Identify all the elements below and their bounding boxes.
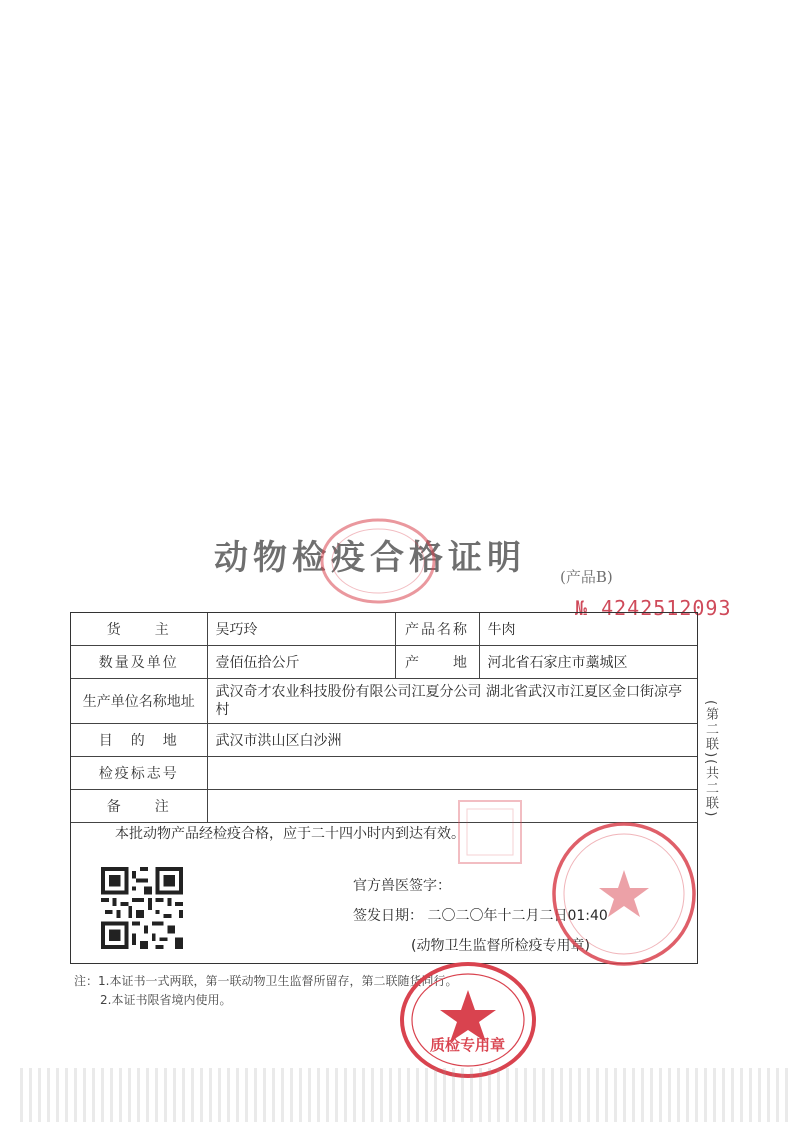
remarks-label: 备 注	[71, 790, 207, 823]
producer-label: 生产单位名称地址	[71, 679, 207, 724]
title-stamp	[318, 516, 438, 606]
quarantine-mark-label: 检疫标志号	[71, 757, 207, 790]
authority-stamp-label: (动物卫生监督所检疫专用章)	[411, 938, 590, 954]
product-name-value: 牛肉	[479, 613, 697, 646]
quality-stamp-text: 质检专用章	[430, 1036, 506, 1054]
bleed-through-smudge	[20, 1068, 790, 1122]
origin-label: 产 地	[395, 646, 479, 679]
table-row	[71, 757, 697, 790]
copy-indicator: (第二联)(共二联)	[703, 700, 718, 819]
table-row	[71, 646, 697, 679]
validity-statement: 本批动物产品经检疫合格，应于二十四小时内到达有效。	[115, 826, 465, 842]
origin-value: 河北省石家庄市藁城区	[479, 646, 697, 679]
vet-signature-label: 官方兽医签字：	[353, 878, 451, 894]
square-seal	[455, 797, 525, 867]
table-row	[71, 724, 697, 757]
supervision-stamp	[548, 818, 700, 970]
owner-label: 货 主	[71, 613, 207, 646]
certificate-subtitle: (产品B)	[560, 568, 613, 586]
destination-label: 目 的 地	[71, 724, 207, 757]
producer-value: 武汉奇才农业科技股份有限公司江夏分公司 湖北省武汉市江夏区金口街凉亭村	[207, 679, 697, 724]
note-1: 注：1.本证书一式两联，第一联动物卫生监督所留存，第二联随货同行。	[74, 974, 458, 988]
serial-number: № 4242512093	[575, 596, 732, 620]
issue-date-value: 二〇二〇年十二月二日01:40	[427, 908, 608, 924]
product-name-label: 产品名称	[395, 613, 479, 646]
quantity-value: 壹佰伍拾公斤	[207, 646, 395, 679]
owner-value: 吴巧玲	[207, 613, 395, 646]
note-2: 2.本证书限省境内使用。	[100, 993, 232, 1007]
issue-date-label: 签发日期：	[353, 908, 423, 924]
certificate-table	[71, 613, 697, 823]
certificate-title: 动物检疫合格证明	[214, 538, 526, 578]
destination-value: 武汉市洪山区白沙洲	[207, 724, 697, 757]
qr-code	[101, 867, 183, 949]
table-row	[71, 613, 697, 646]
quarantine-mark-value	[207, 757, 697, 790]
quality-inspection-stamp	[398, 960, 538, 1080]
table-row	[71, 679, 697, 724]
quantity-label: 数量及单位	[71, 646, 207, 679]
